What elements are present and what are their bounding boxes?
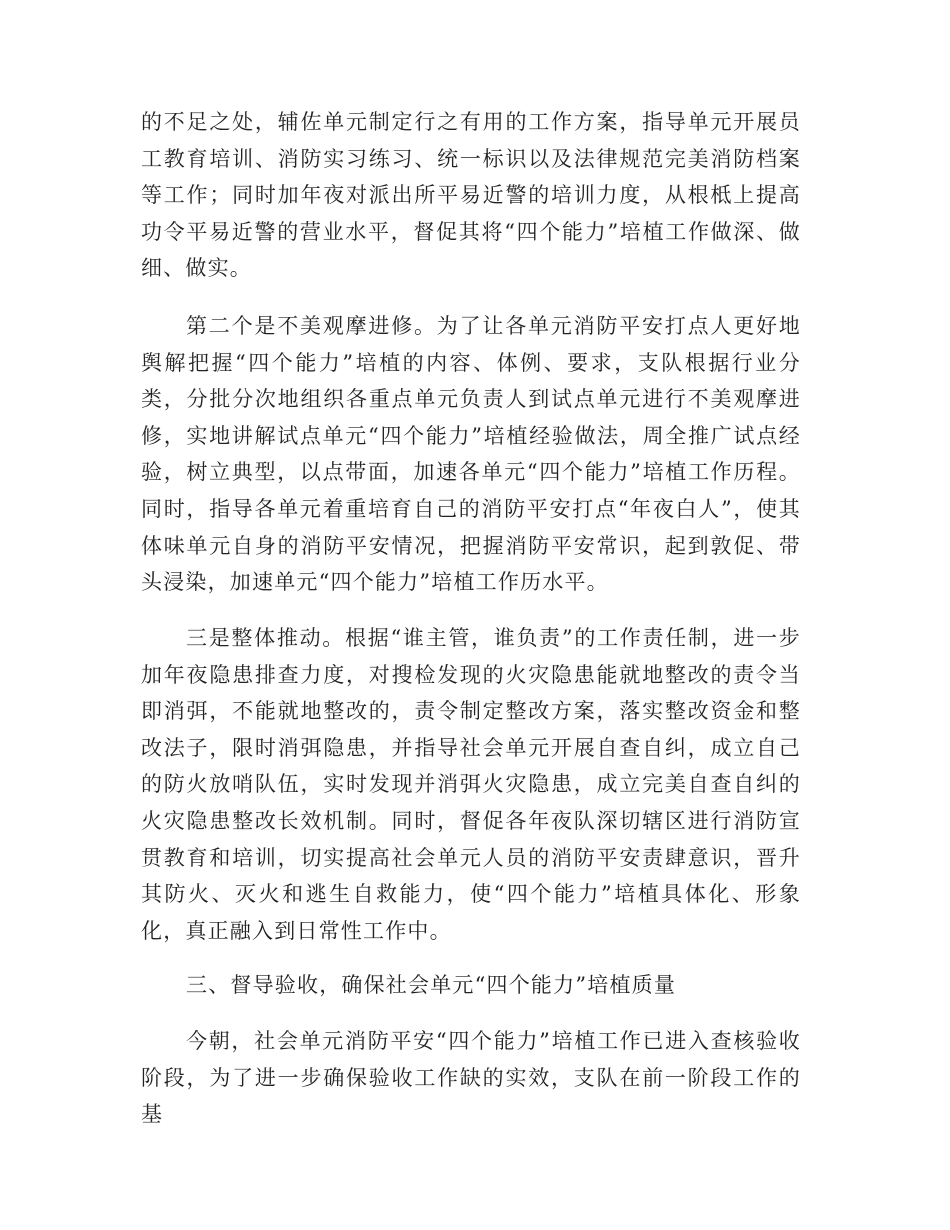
- paragraph-acceptance-stage: 今朝，社会单元消防平安“四个能力”培植工作已进入查核验收阶段，为了进一步确保验收工作缺的实效，支队在前一阶段工作的基: [141, 1029, 801, 1127]
- paragraph-observation-study: 第二个是不美观摩进修。为了让各单元消防平安打点人更好地舆解把握“四个能力”培植的内容、体例、要求，支队根据行业分类，分批分次地组织各重点单元负责人到试点单元进行不美观摩进修，实地讲解试点单元“四个能力”培植经验做法，周全推广试点经验，树立典型，以点带面，加速各单元“四个能力”培植工作历程。同时，指导各单元着重培育自己的消防平安打点“年夜白人”，使其体味单元自身的消防平安情况，把握消防平安常识，起到敦促、带头浸染，加速单元“四个能力”培植工作历水平。: [141, 314, 801, 595]
- paragraph-overall-promotion: 三是整体推动。根据“谁主管，谁负责”的工作责任制，进一步加年夜隐患排查力度，对搜检发现的火灾隐患能就地整改的责令当即消弭，不能就地整改的，责令制定整改方案，落实整改资金和整改法子，限时消弭隐患，并指导社会单元开展自查自纠，成立自己的防火放哨队伍，实时发现并消弭火灾隐患，成立完美自查自纠的火灾隐患整改长效机制。同时，督促各年夜队深切辖区进行消防宣贯教育和培训，切实提高社会单元人员的消防平安责肆意识，晋升其防火、灭火和逃生自救能力，使“四个能力”培植具体化、形象化，真正融入到日常性工作中。: [141, 626, 801, 943]
- paragraph-continuation: 的不足之处，辅佐单元制定行之有用的工作方案，指导单元开展员工教育培训、消防实习练习、统一标识以及法律规范完美消防档案等工作；同时加年夜对派出所平易近警的培训力度，从根柢上提高功令平易近警的营业水平，督促其将“四个能力”培植工作做深、做细、做实。: [141, 110, 801, 281]
- section-heading-supervision-acceptance: 三、督导验收，确保社会单元“四个能力”培植质量: [186, 973, 677, 997]
